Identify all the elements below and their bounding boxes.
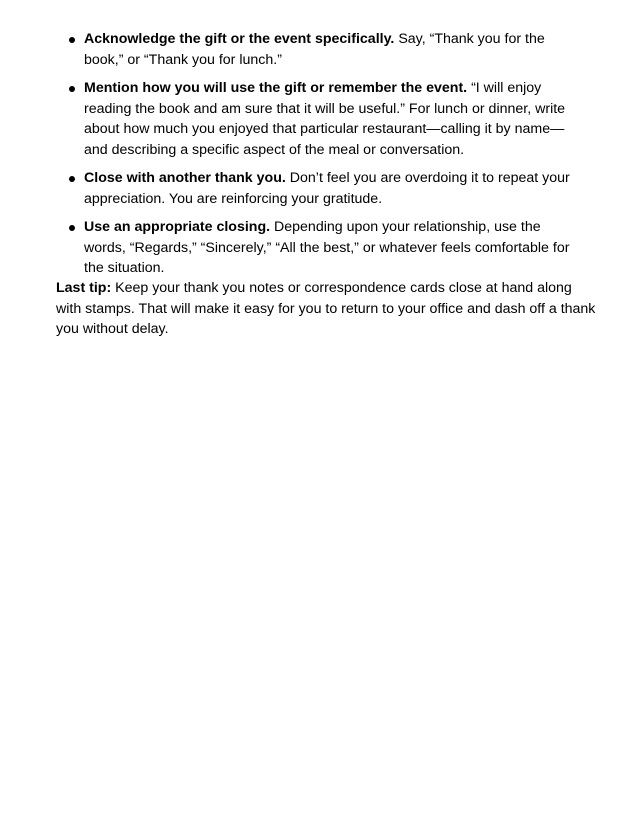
tips-list <box>84 29 584 287</box>
last-tip-text: Keep your thank you notes or correspondence cards close at hand along with stamps. That will make it easy for you to return to your office and dash off a thank you without delay. <box>56 280 596 337</box>
item-text: Say, “Thank you for the book,” or “Thank you for lunch.” <box>84 31 545 68</box>
list-item <box>84 168 584 209</box>
item-text: “I will enjoy reading the book and am sure that it will be useful.” For lunch or dinner, write about how much you enjoyed that particular restaurant—calling it by name—and describing a specific aspect of the meal or conversation. <box>84 80 566 158</box>
list-item <box>84 29 584 70</box>
list-item <box>84 78 584 160</box>
bullet-icon <box>69 225 75 231</box>
bullet-icon <box>69 86 75 92</box>
item-lead: Mention how you will use the gift or remember the event. <box>84 80 468 96</box>
list-item <box>84 217 584 279</box>
last-tip-paragraph <box>56 278 596 340</box>
item-text: Don’t feel you are overdoing it to repeat your appreciation. You are reinforcing your gratitude. <box>84 170 570 207</box>
bullet-icon <box>69 176 75 182</box>
item-lead: Use an appropriate closing. <box>84 219 271 235</box>
item-text: Depending upon your relationship, use the words, “Regards,” “Sincerely,” “All the best,” or whatever feels comfortable for the situation. <box>84 219 570 276</box>
item-lead: Acknowledge the gift or the event specifically. <box>84 31 395 47</box>
bullet-icon <box>69 37 75 43</box>
last-tip-lead: Last tip: <box>56 280 112 296</box>
item-lead: Close with another thank you. <box>84 170 286 186</box>
